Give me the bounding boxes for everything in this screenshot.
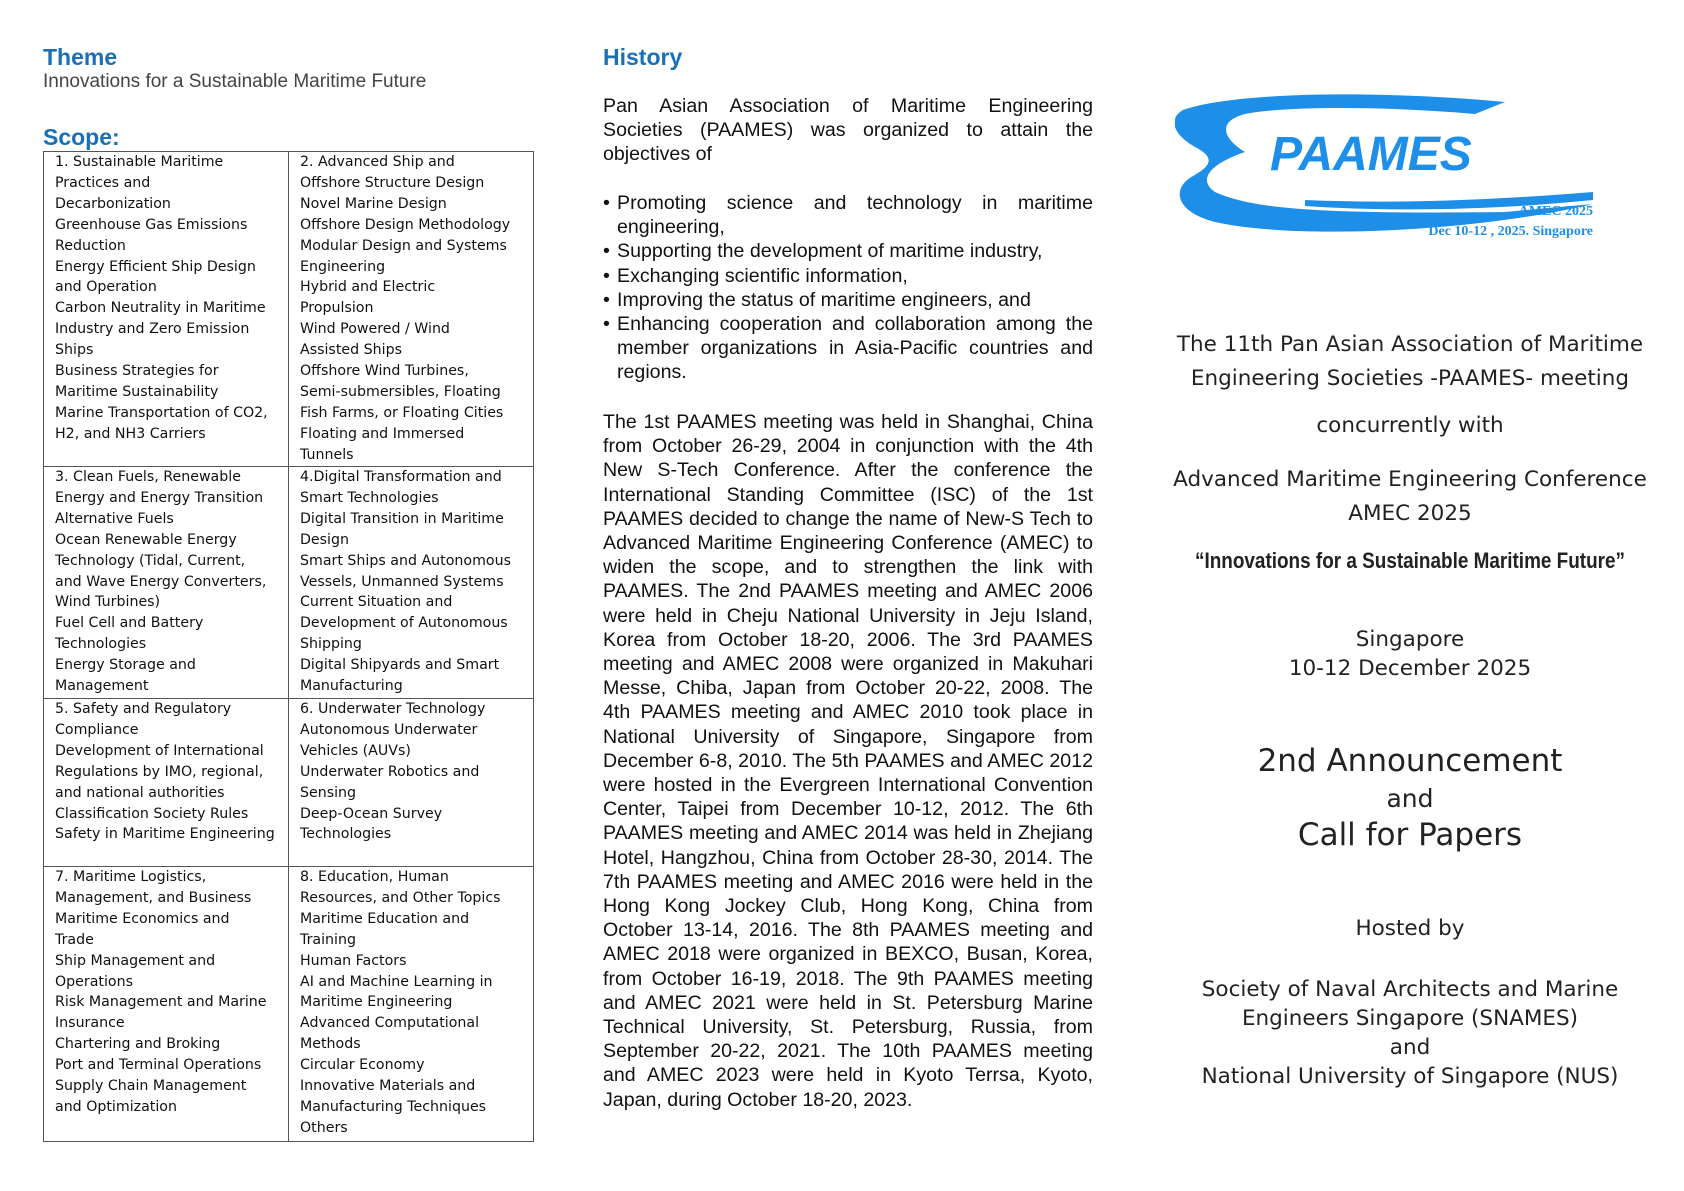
- scope-topic-line: Energy Storage and: [55, 657, 196, 674]
- objective-item: • Improving the status of maritime engineers, and: [603, 288, 1031, 311]
- scope-topic-line: Assisted Ships: [300, 342, 402, 359]
- scope-topic-line: Innovative Materials and: [300, 1078, 476, 1095]
- scope-topic-line: Energy and Energy Transition: [55, 489, 264, 506]
- scope-topic-line: Methods: [300, 1036, 361, 1053]
- logo-amec-label: AMEC 2025: [1518, 204, 1593, 219]
- scope-topic-line: Fish Farms, or Floating Cities: [300, 404, 504, 421]
- bullet-icon: •: [603, 288, 610, 311]
- scope-topic-line: Classification Society Rules: [55, 805, 249, 822]
- scope-topic-line: and Optimization: [55, 1098, 177, 1115]
- scope-topic-line: Deep-Ocean Survey: [300, 805, 443, 822]
- scope-topic-line: Management: [55, 678, 149, 695]
- scope-topic-line: Others: [300, 1119, 348, 1136]
- scope-topic-title: 1. Sustainable Maritime: [55, 154, 224, 170]
- scope-topic-line: Current Situation and: [300, 594, 453, 611]
- scope-topic-line: Regulations by IMO, regional,: [55, 763, 264, 780]
- meeting-title: The 11th Pan Asian Association of Maritime Engineering Societies -PAAMES- meeting: [1176, 332, 1644, 391]
- scope-cell: [44, 699, 289, 867]
- scope-topic-line: Engineering: [300, 258, 386, 275]
- bullet-icon: •: [603, 192, 610, 214]
- scope-cell: [289, 152, 534, 467]
- scope-topic-line: Technologies: [55, 636, 147, 653]
- scope-topic-line: Novel Marine Design: [300, 195, 447, 212]
- scope-topic-line: Wind Turbines): [55, 594, 161, 611]
- scope-topic-line: Offshore Wind Turbines,: [300, 363, 469, 380]
- scope-topic-line: Propulsion: [300, 300, 374, 317]
- scope-topic-line: Digital Shipyards and Smart: [300, 657, 500, 674]
- scope-topic-line: Tunnels: [300, 446, 354, 463]
- scope-cell: [289, 699, 534, 867]
- scope-topic-line: Underwater Robotics and: [300, 763, 480, 780]
- hosts: Society of Naval Architects and Marine Engineers Singapore (SNAMES) and National University of Singapore (NUS): [1201, 977, 1619, 1089]
- city: Singapore: [1355, 627, 1465, 652]
- conference-name: Advanced Maritime Engineering Conference AMEC 2025: [1173, 467, 1647, 526]
- scope-topic-line: Circular Economy: [300, 1057, 425, 1074]
- scope-topic-line: Manufacturing Techniques: [300, 1098, 487, 1115]
- scope-topic-line: Ocean Renewable Energy: [55, 531, 237, 548]
- scope-topic-line: Alternative Fuels: [55, 510, 174, 527]
- objectives-list: [603, 191, 1093, 385]
- scope-topic-line: Compliance: [55, 721, 139, 738]
- scope-topic-title: 7. Maritime Logistics,: [55, 869, 207, 885]
- scope-topic-line: Maritime Sustainability: [55, 383, 219, 400]
- scope-topic-line: Chartering and Broking: [55, 1036, 221, 1053]
- scope-topic-line: Vessels, Unmanned Systems: [300, 573, 504, 590]
- scope-topic-line: Hybrid and Electric: [300, 279, 436, 296]
- scope-topic-line: Technologies: [300, 826, 392, 843]
- scope-topic-line: Energy Efficient Ship Design: [55, 258, 256, 275]
- hosted-by-label: Hosted by: [1355, 916, 1465, 941]
- scope-topic-title: 8. Education, Human: [300, 869, 449, 885]
- scope-cell: [44, 152, 289, 467]
- objective-item: • Supporting the development of maritime industry,: [603, 240, 1043, 263]
- scope-topic-line: Supply Chain Management: [55, 1078, 247, 1095]
- bullet-icon: •: [603, 264, 610, 287]
- conference-theme: “Innovations for a Sustainable Maritime Future”: [1195, 548, 1625, 573]
- scope-topic-line: Ships: [55, 342, 94, 359]
- scope-topic-line: Maritime Engineering: [300, 994, 453, 1011]
- scope-topic-line: Sensing: [300, 784, 357, 801]
- scope-topic-line: Greenhouse Gas Emissions: [55, 216, 248, 233]
- scope-table: [43, 151, 534, 1142]
- scope-topic-line: H2, and NH3 Carriers: [55, 425, 206, 442]
- scope-topic-line: Offshore Design Methodology: [300, 216, 511, 233]
- scope-topic-line: Maritime Education and: [300, 910, 470, 927]
- scope-topic-line: Development of International: [55, 742, 264, 759]
- location-dates: [1150, 625, 1670, 683]
- scope-topic-line: and national authorities: [55, 784, 225, 801]
- scope-heading: Scope:: [43, 124, 120, 150]
- scope-topic-line: AI and Machine Learning in: [300, 973, 493, 990]
- concurrent-text: concurrently with: [1316, 413, 1504, 438]
- scope-topic-title: 2. Advanced Ship and: [300, 154, 455, 170]
- theme-heading: Theme: [43, 44, 118, 70]
- history-heading: History: [603, 44, 683, 70]
- scope-topic-line: Safety in Maritime Engineering: [55, 826, 275, 843]
- scope-topic-line: Ship Management and: [55, 952, 216, 969]
- scope-topic-title: 6. Underwater Technology: [300, 701, 486, 717]
- history-body: The 1st PAAMES meeting was held in Shanghai, China from October 26-29, 2004 in conjunction with the 4th New S-Tech Conference. After the conference the International Standing Committee (ISC) of the 1st PAAMES decided to change the name of New-S Tech to Advanced Maritime Engineering Conference (AMEC) to widen the scope, and to strengthen the link with PAAMES. The 2nd PAAMES meeting and AMEC 2006 were held in Cheju National University in Jeju Island, Korea from October 18-20, 2006. The 3rd PAAMES meeting and AMEC 2008 were organized in Makuhari Messe, Chiba, Japan from October 20-22, 2008. The 4th PAAMES meeting and AMEC 2010 took place in National University of Singapore, Singapore from December 6-8, 2010. The 5th PAAMES and AMEC 2012 were hosted in the Evergreen International Convention Center, Taipei from December 10-12, 2012. The 6th PAAMES meeting and AMEC 2014 was held in Zhejiang Hotel, Hangzhou, China from October 28-30, 2014. The 7th PAAMES meeting and AMEC 2016 were held in the Hong Kong Jockey Club, Hong Kong, China from October 13-14, 2016. The 8th PAAMES meeting and AMEC 2018 were organized in BEXCO, Busan, Korea, from October 16-19, 2018. The 9th PAAMES meeting and AMEC 2021 were held in St. Petersburg Marine Technical University, St. Petersburg, Russia, from September 20-22, 2021. The 10th PAAMES meeting and AMEC 2023 were held in Kyoto Terrsa, Kyoto, Japan, during October 18-20, 2023.: [603, 411, 1093, 1111]
- scope-cell: [44, 467, 289, 699]
- scope-topic-line: Modular Design and Systems: [300, 237, 507, 254]
- scope-cell: [289, 467, 534, 699]
- logo-date-label: Dec 10-12 , 2025. Singapore: [1428, 224, 1593, 239]
- scope-topic-line: Maritime Economics and: [55, 910, 230, 927]
- scope-topic-line: Risk Management and Marine: [55, 994, 267, 1011]
- scope-topic-line: and Wave Energy Converters,: [55, 573, 267, 590]
- scope-topic-line: Autonomous Underwater: [300, 721, 478, 738]
- scope-topic-line: and Operation: [55, 279, 157, 296]
- scope-topic-line: Resources, and Other Topics: [300, 889, 501, 906]
- scope-topic-line: Offshore Structure Design: [300, 174, 485, 191]
- history-intro: Pan Asian Association of Maritime Engineering Societies (PAAMES) was organized to attain the objectives of: [603, 95, 1093, 166]
- scope-topic-title: 3. Clean Fuels, Renewable: [55, 469, 241, 485]
- scope-topic-line: Fuel Cell and Battery: [55, 615, 204, 632]
- scope-topic-line: Advanced Computational: [300, 1015, 480, 1032]
- bullet-icon: •: [603, 313, 610, 336]
- scope-topic-line: Industry and Zero Emission: [55, 321, 250, 338]
- scope-topic-line: Design: [300, 531, 349, 548]
- scope-topic-line: Technology (Tidal, Current,: [55, 552, 246, 569]
- scope-topic-line: Human Factors: [300, 952, 407, 969]
- objective-item: • Promoting science and technology in maritime engineering,: [603, 192, 1093, 239]
- scope-topic-line: Vehicles (AUVs): [300, 742, 411, 759]
- scope-topic-line: Carbon Neutrality in Maritime: [55, 300, 266, 317]
- scope-topic-title: 5. Safety and Regulatory: [55, 701, 232, 717]
- objective-item: • Exchanging scientific information,: [603, 264, 908, 287]
- scope-topic-line: Smart Technologies: [300, 489, 439, 506]
- scope-topic-line: Management, and Business: [55, 889, 252, 906]
- theme-text: Innovations for a Sustainable Maritime Future: [43, 71, 427, 92]
- logo-wordmark: PAAMES: [1270, 128, 1472, 181]
- paames-logo: [1175, 92, 1595, 252]
- announcement-title: 2nd Announcement and Call for Papers: [1257, 743, 1563, 853]
- scope-cell: [44, 867, 289, 1142]
- scope-topic-line: Development of Autonomous: [300, 615, 508, 632]
- scope-topic-line: Smart Ships and Autonomous: [300, 552, 511, 569]
- scope-topic-line: Insurance: [55, 1015, 125, 1032]
- scope-topic-line: Shipping: [300, 636, 362, 653]
- bullet-icon: •: [603, 240, 610, 263]
- scope-topic-line: Floating and Immersed: [300, 425, 465, 442]
- scope-topic-line: Semi-submersibles, Floating: [300, 383, 501, 400]
- scope-topic-title: 4.Digital Transformation and: [300, 469, 502, 485]
- scope-topic-line: Operations: [55, 973, 133, 990]
- scope-cell: [289, 867, 534, 1142]
- scope-topic-line: Wind Powered / Wind: [300, 321, 450, 338]
- scope-topic-line: Practices and: [55, 174, 151, 191]
- scope-topic-line: Trade: [55, 931, 94, 948]
- scope-topic-line: Manufacturing: [300, 678, 403, 695]
- scope-topic-line: Port and Terminal Operations: [55, 1057, 262, 1074]
- scope-topic-line: Marine Transportation of CO2,: [55, 404, 268, 421]
- objective-item: • Enhancing cooperation and collaboration among the member organizations in Asia-Pacific countries and regions.: [603, 313, 1093, 384]
- scope-topic-line: Digital Transition in Maritime: [300, 510, 504, 527]
- event-dates: 10-12 December 2025: [1288, 656, 1532, 681]
- scope-topic-line: Reduction: [55, 237, 126, 254]
- scope-topic-line: Business Strategies for: [55, 363, 219, 380]
- scope-topic-line: Training: [300, 931, 356, 948]
- scope-topic-line: Decarbonization: [55, 195, 171, 212]
